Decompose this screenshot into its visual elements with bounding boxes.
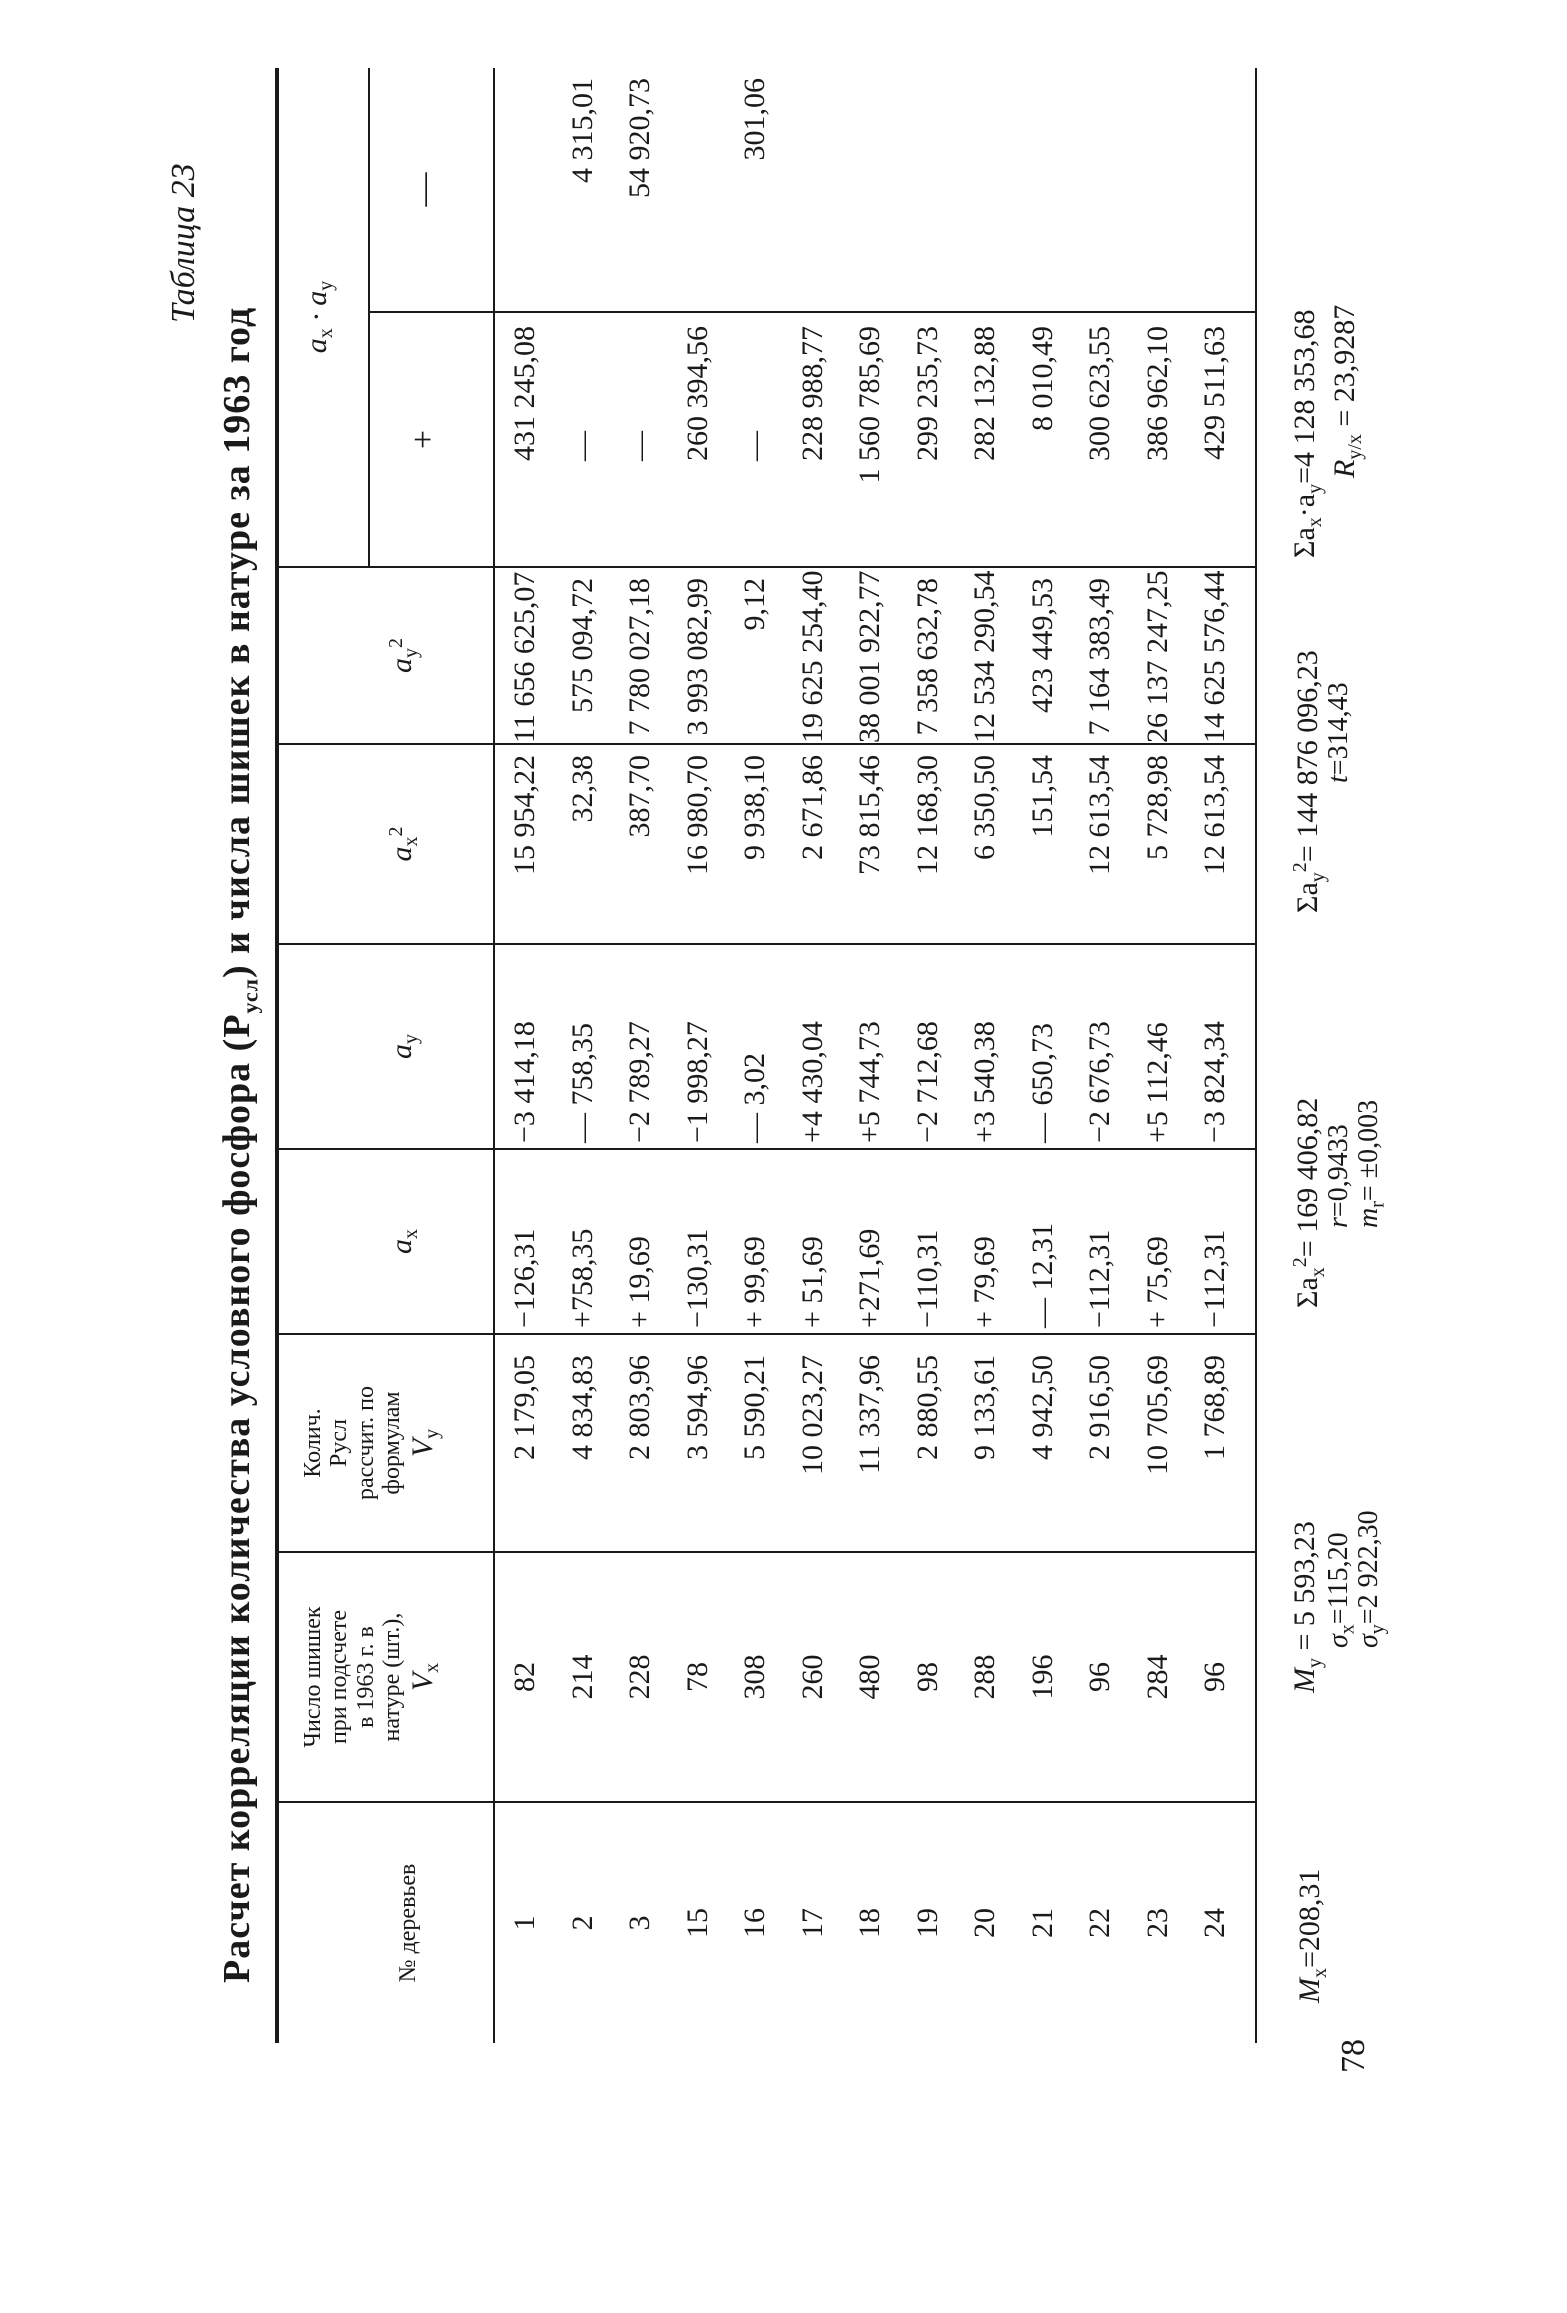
cell-ay: — 3,02: [738, 1053, 771, 1143]
header-phosphorus-subscript: y: [420, 1428, 443, 1439]
cell-vx: 288: [968, 1654, 1001, 1700]
caption-text-after: ) и числа шишек в натуре за 1963 год: [216, 306, 258, 979]
header-minus: —: [405, 172, 442, 207]
cell-ax: — 12,31: [1025, 1223, 1059, 1328]
header-cone-count-symbol: V: [405, 1672, 439, 1692]
cell-ay2: 14 625 576,44: [1198, 570, 1231, 743]
cell-ax2: 9 938,10: [738, 755, 771, 860]
cell-ax2: 5 728,98: [1140, 755, 1174, 860]
cell-ay2: 38 001 922,77: [853, 570, 886, 743]
cell-plus: —: [565, 431, 599, 461]
cell-ax: + 19,69: [623, 1236, 656, 1328]
cell-ay: −1 998,27: [680, 1021, 714, 1143]
cell-ay2: 423 449,53: [1025, 578, 1059, 713]
cell-ay: +4 430,04: [795, 1021, 829, 1143]
cell-ay: — 758,35: [565, 1023, 599, 1143]
cell-no: 23: [1140, 1908, 1174, 1938]
cell-ax2: 32,38: [565, 755, 599, 823]
table-top-rule: [275, 68, 279, 2043]
header-cone-count-subscript: x: [420, 1662, 443, 1673]
header-ay: $a_y$: [385, 1034, 422, 1059]
header-cone-count-line2: при подсчете: [326, 1609, 353, 1745]
cell-vy: 5 590,21: [738, 1355, 771, 1460]
cell-no: 22: [1083, 1908, 1116, 1938]
cell-no: 20: [968, 1908, 1001, 1938]
cell-vx: 284: [1140, 1654, 1174, 1700]
header-cone-count: [300, 1553, 442, 1801]
summary-regression-ryx: $R_{y/x} = 23,9287$: [1328, 304, 1366, 478]
cell-vy: 2 179,05: [508, 1355, 541, 1460]
summary-sum-ax-ay: $\Sigma a_x\cdot a_y=4$ 128 353,68: [1288, 309, 1326, 558]
cell-ax2: 12 613,54: [1198, 755, 1231, 875]
cell-ay: −3 414,18: [508, 1021, 541, 1143]
cell-plus: 300 623,55: [1083, 326, 1116, 461]
summary-t-value: t=314,43: [1323, 682, 1354, 783]
cell-ax: +758,35: [565, 1228, 599, 1328]
cell-ay: −2 789,27: [623, 1021, 656, 1143]
cell-minus: 301,06: [738, 78, 771, 161]
summary-sigma-y: $\sigma_y=2$ 922,30: [1353, 1510, 1389, 1648]
summary-sigma-x: $\sigma_x=115,20$: [1323, 1532, 1359, 1648]
cell-plus: 299 235,73: [910, 326, 944, 461]
cell-vx: 228: [623, 1654, 656, 1700]
caption-subscript: усл: [237, 978, 263, 1014]
cell-ax: + 79,69: [968, 1236, 1001, 1328]
caption-text-before: Расчет корреляции количества условного фосфора (P: [216, 1013, 258, 1983]
cell-plus: —: [738, 431, 771, 461]
cell-ay2: 7 358 632,78: [910, 578, 944, 736]
cell-plus: 282 132,88: [968, 326, 1001, 461]
cell-ax: −130,31: [680, 1228, 714, 1328]
header-phosphorus-symbol: V: [405, 1438, 439, 1458]
summary-correlation-r: r=0,9433: [1323, 1124, 1354, 1228]
cell-minus: 4 315,01: [565, 78, 599, 183]
header-phosphorus-line2: Pусл: [326, 1419, 353, 1467]
cell-ax: + 99,69: [738, 1236, 771, 1328]
cell-plus: 260 394,56: [680, 326, 714, 461]
cell-vx: 260: [795, 1654, 829, 1700]
cell-vx: 98: [910, 1662, 944, 1692]
cell-vy: 2 880,55: [910, 1355, 944, 1460]
header-phosphorus-line3: рассчит. по: [352, 1386, 379, 1500]
cell-minus: 54 920,73: [623, 78, 656, 198]
cell-ax: + 75,69: [1140, 1236, 1174, 1328]
cell-no: 18: [853, 1908, 886, 1938]
cell-ax2: 15 954,22: [508, 755, 541, 875]
cell-ax: + 51,69: [795, 1236, 829, 1328]
cell-vy: 3 594,96: [680, 1355, 714, 1460]
cell-no: 21: [1025, 1908, 1059, 1938]
cell-ay2: 3 993 082,99: [680, 578, 714, 736]
cell-ay: — 650,73: [1025, 1023, 1059, 1143]
cell-ay: −2 676,73: [1083, 1021, 1116, 1143]
cell-ay: +3 540,38: [968, 1021, 1001, 1143]
header-cone-count-line1: Число шишек: [300, 1606, 326, 1748]
axay-subheader-rule: [368, 68, 370, 568]
cell-vx: 308: [738, 1654, 771, 1700]
column-rule: [279, 743, 1255, 745]
cell-no: 24: [1198, 1908, 1231, 1938]
cell-vy: 1 768,89: [1198, 1355, 1231, 1460]
cell-no: 15: [680, 1908, 714, 1938]
cell-ay2: 575 094,72: [565, 578, 599, 713]
cell-no: 1: [508, 1915, 541, 1931]
column-rule: [279, 566, 1255, 568]
cell-ax2: 12 613,54: [1083, 755, 1116, 875]
header-bottom-rule: [493, 68, 495, 2043]
header-ax-times-ay: $a_x \cdot a_y$: [300, 280, 337, 354]
summary-error-mr: $m_r= \pm 0,003$: [1353, 1099, 1389, 1228]
header-tree-no: № деревьев: [395, 1863, 421, 1983]
cell-ax: +271,69: [853, 1228, 886, 1328]
table-bottom-rule: [1255, 68, 1257, 2043]
cell-ax2: 2 671,86: [795, 755, 829, 860]
summary-sum-ax-squared: $\Sigma a_x^2= 169$ 406,82: [1289, 1097, 1329, 1308]
column-rule: [370, 311, 1255, 313]
cell-vx: 78: [680, 1662, 714, 1692]
cell-vx: 214: [565, 1654, 599, 1700]
cell-ax2: 6 350,50: [968, 755, 1001, 860]
cell-no: 16: [738, 1908, 771, 1938]
cell-ay: +5 744,73: [853, 1021, 886, 1143]
cell-ax: −110,31: [910, 1229, 944, 1328]
table-label: Таблица 23: [165, 163, 202, 323]
cell-ay2: 12 534 290,54: [968, 570, 1001, 743]
cell-vy: 11 337,96: [853, 1355, 886, 1474]
cell-vx: 480: [853, 1654, 886, 1700]
header-phosphorus-line1: Колич.: [300, 1408, 326, 1478]
cell-plus: 429 511,63: [1198, 326, 1231, 460]
cell-ax: −112,31: [1198, 1229, 1231, 1328]
cell-vy: 10 023,27: [795, 1355, 829, 1475]
cell-vy: 2 803,96: [623, 1355, 656, 1460]
cell-ay2: 7 780 027,18: [623, 578, 656, 736]
cell-no: 19: [910, 1908, 944, 1938]
cell-ay2: 9,12: [738, 578, 771, 631]
cell-no: 2: [565, 1915, 599, 1931]
cell-vy: 10 705,69: [1140, 1355, 1174, 1475]
cell-ay2: 11 656 625,07: [508, 571, 541, 743]
column-rule: [279, 943, 1255, 945]
header-cone-count-line4: натуре (шт.),: [379, 1612, 406, 1742]
cell-ax2: 16 980,70: [680, 755, 714, 875]
cell-no: 17: [795, 1908, 829, 1938]
header-ay-squared: $a_y^2$: [385, 638, 422, 673]
cell-vy: 9 133,61: [968, 1355, 1001, 1460]
cell-vy: 4 942,50: [1025, 1355, 1059, 1460]
cell-ay2: 19 625 254,40: [795, 570, 829, 743]
column-rule: [279, 1148, 1255, 1150]
cell-ax2: 12 168,30: [910, 755, 944, 875]
header-ax-squared: $a_x^2$: [385, 826, 422, 862]
header-phosphorus-line4: формулам: [379, 1391, 406, 1495]
cell-vx: 196: [1025, 1654, 1059, 1700]
cell-vx: 82: [508, 1662, 541, 1692]
cell-plus: 8 010,49: [1025, 326, 1059, 431]
page-number: 78: [1335, 2039, 1372, 2073]
cell-vy: 2 916,50: [1083, 1355, 1116, 1460]
cell-plus: 1 560 785,69: [853, 326, 886, 484]
header-cone-count-line3: в 1963 г. в: [352, 1626, 379, 1728]
summary-mean-y: $M_y = 5$ 593,23: [1288, 1521, 1326, 1693]
header-ax: $a_x$: [385, 1229, 422, 1254]
cell-ax: −126,31: [508, 1228, 541, 1328]
cell-no: 3: [623, 1915, 656, 1931]
cell-vx: 96: [1083, 1662, 1116, 1692]
cell-ay: +5 112,46: [1140, 1022, 1174, 1143]
cell-ax: −112,31: [1083, 1229, 1116, 1328]
cell-plus: 386 962,10: [1140, 326, 1174, 461]
cell-plus: —: [623, 431, 656, 461]
cell-ax2: 73 815,46: [853, 755, 886, 875]
header-plus: +: [405, 429, 442, 450]
cell-ay2: 7 164 383,49: [1083, 578, 1116, 736]
header-phosphorus-amount: [300, 1335, 442, 1551]
cell-ay: −2 712,68: [910, 1021, 944, 1143]
summary-mean-x: $M_x=208,31$: [1293, 1868, 1331, 2003]
cell-plus: 431 245,08: [508, 326, 541, 461]
cell-ay2: 26 137 247,25: [1140, 570, 1174, 743]
cell-ay: −3 824,34: [1198, 1021, 1231, 1143]
cell-vy: 4 834,83: [565, 1355, 599, 1460]
cell-ax2: 151,54: [1025, 755, 1059, 838]
summary-sum-ay-squared: $\Sigma a_y^2= 144$ 876 096,23: [1289, 650, 1329, 913]
cell-plus: 228 988,77: [795, 326, 829, 461]
cell-ax2: 387,70: [623, 755, 656, 838]
cell-vx: 96: [1198, 1662, 1231, 1692]
